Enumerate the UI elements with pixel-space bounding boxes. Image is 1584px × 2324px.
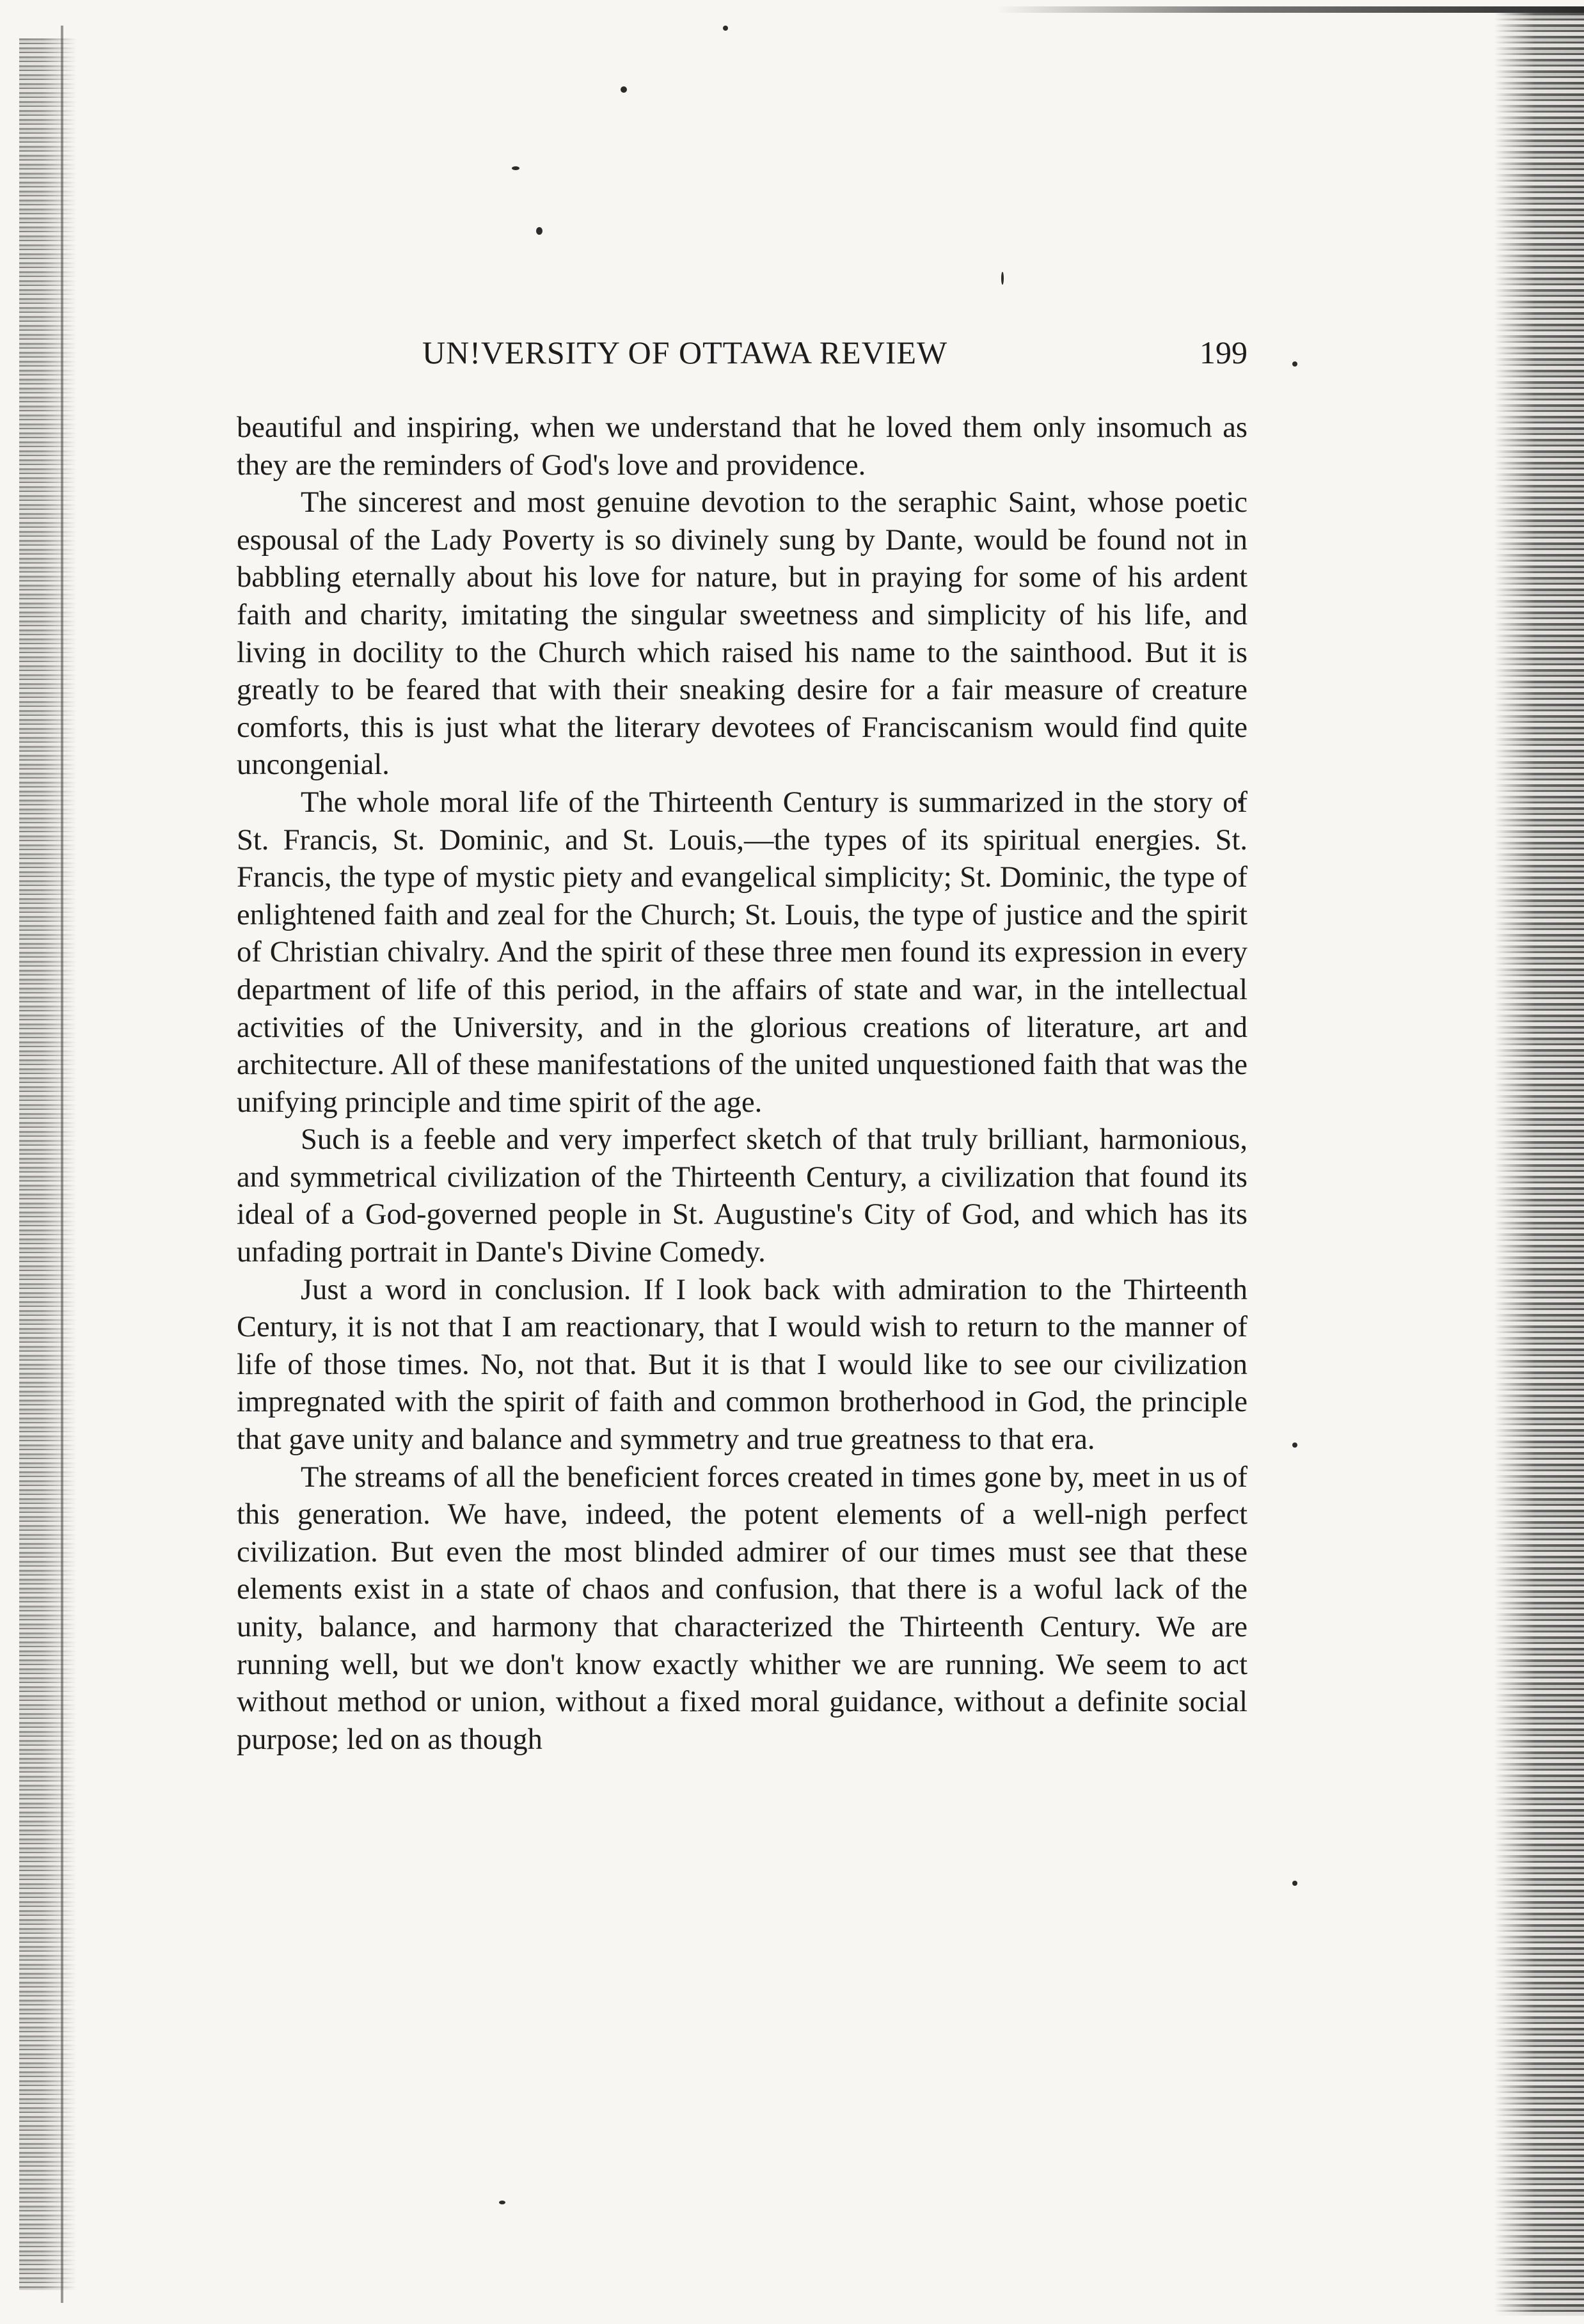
scan-speck bbox=[1292, 1443, 1297, 1448]
scan-speck bbox=[536, 227, 543, 235]
scan-speck bbox=[499, 2201, 505, 2204]
binding-edge-line bbox=[61, 26, 63, 2303]
scan-speck bbox=[1292, 1881, 1297, 1886]
paragraph: Just a word in conclusion. If I look back with admiration to the Thirteenth Century, it is not that I am reactionary, that I would wish to return to the manner of life of those times. No, not that. But it is that I would like to see our civilization impregnated with the spirit of faith and common brotherhood in God, the principle that gave unity and balance and symmetry and true greatness to that era. bbox=[237, 1273, 1247, 1457]
scan-speck bbox=[1001, 272, 1004, 285]
page-header bbox=[422, 334, 1247, 379]
paragraph: beautiful and inspiring, when we understand that he loved them only insomuch as they are the reminders of God's love and providence. bbox=[237, 411, 1247, 482]
body-text bbox=[237, 409, 1247, 1759]
page-edge-shadow bbox=[1494, 13, 1584, 2316]
paragraph: The sincerest and most genuine devotion to the seraphic Saint, whose poetic espousal of the Lady Poverty is so divinely sung by Dante, would be found not in babbling eternally about his love for nature, but in praying for some of his ardent faith and charity, imitating the singular sweetness and simplicity of his life, and living in docility to the Church which raised his name to the sainthood. But it is greatly to be feared that with their sneaking desire for a fair measure of creature comforts, this is just what the literary devotees of Franciscanism would find quite uncongenial. bbox=[237, 486, 1247, 782]
page-number: 199 bbox=[1200, 335, 1247, 370]
top-edge-shadow bbox=[995, 6, 1584, 13]
paragraph: The whole moral life of the Thirteenth Century is summarized in the story of St. Francis, St. Dominic, and St. Louis,—the types of its spiritual energies. St. Francis, the type of mystic piety and evangelical simplicity; St. Dominic, the type of enlightened faith and zeal for the Church; St. Louis, the type of justice and the spirit of Christian chivalry. And the spirit of these three men found its expression in every department of life of this period, in the affairs of state and war, in the intellectual activities of the University, and in the glorious creations of literature, art and architecture. All of these manifestations of the united unquestioned faith that was the unifying principle and time spirit of the age. bbox=[237, 786, 1247, 1119]
scan-speck bbox=[512, 166, 519, 170]
paragraph: Such is a feeble and very imperfect sketch of that truly brilliant, harmonious, and symmetrical civilization of the Thirteenth Century, a civilization that found its ideal of a God-governed people in St. Augustine's City of God, and which has its unfading portrait in Dante's Divine Comedy. bbox=[237, 1123, 1247, 1269]
binding-shadow bbox=[19, 38, 77, 2290]
scan-speck bbox=[723, 26, 728, 31]
scan-speck bbox=[621, 86, 627, 93]
paragraph: The streams of all the beneficient forces created in times gone by, meet in us of this generation. We have, indeed, the potent elements of a well-nigh perfect civilization. But even the most blinded admirer of our times must see that these elements exist in a state of chaos and confusion, that there is a woful lack of the unity, balance, and harmony that characterized the Thirteenth Century. We are running well, but we don't know exactly whither we are running. We seem to act without method or union, without a fixed moral guidance, without a definite social purpose; led on as though bbox=[237, 1460, 1247, 1756]
scan-speck bbox=[1292, 361, 1297, 367]
running-head: UN!VERSITY OF OTTAWA REVIEW bbox=[422, 335, 948, 370]
